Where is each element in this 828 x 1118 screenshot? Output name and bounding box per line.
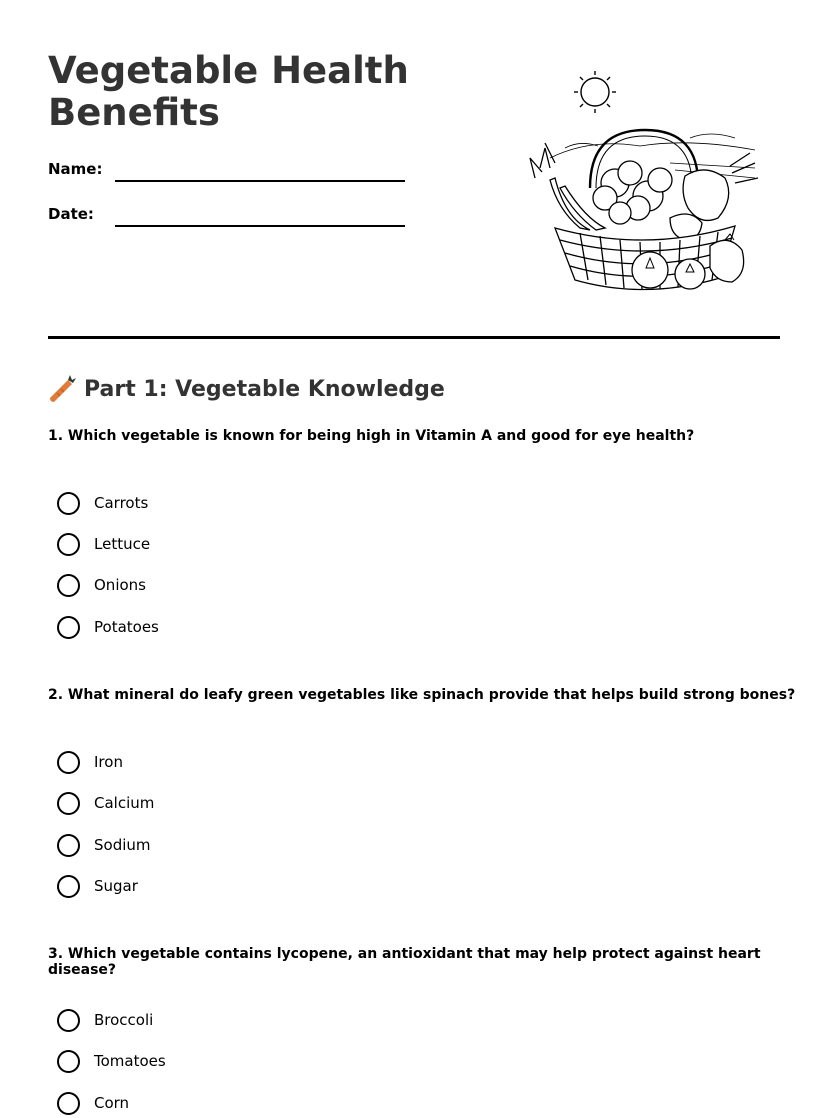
date-label: Date:: [48, 205, 94, 223]
name-label: Name:: [48, 160, 103, 178]
radio-button[interactable]: [57, 574, 80, 597]
answer-option-broccoli[interactable]: [57, 1008, 153, 1032]
option-label: Sodium: [94, 836, 151, 854]
answer-option-carrots[interactable]: [57, 491, 148, 515]
radio-button[interactable]: [57, 1092, 80, 1115]
radio-button[interactable]: [57, 751, 80, 774]
option-label: Calcium: [94, 794, 155, 812]
option-label: Broccoli: [94, 1011, 154, 1029]
answer-option-potatoes[interactable]: [57, 615, 159, 639]
option-label: Carrots: [94, 494, 149, 512]
radio-button[interactable]: [57, 834, 80, 857]
radio-button[interactable]: [57, 792, 80, 815]
radio-button[interactable]: [57, 1009, 80, 1032]
question-3: 3. Which vegetable contains lycopene, an antioxidant that may help protect against heart disease?: [48, 946, 761, 978]
option-label: Corn: [94, 1094, 130, 1112]
section-divider: [48, 336, 780, 339]
option-label: Potatoes: [94, 618, 159, 636]
name-field[interactable]: [115, 180, 405, 182]
section-heading-part-1: [48, 374, 445, 404]
radio-button[interactable]: [57, 533, 80, 556]
carrot-icon: [48, 374, 76, 404]
radio-button[interactable]: [57, 492, 80, 515]
option-label: Sugar: [94, 877, 138, 895]
answer-option-corn[interactable]: [57, 1091, 129, 1115]
option-label: Onions: [94, 576, 146, 594]
answer-option-onions[interactable]: [57, 573, 146, 597]
answer-option-lettuce[interactable]: [57, 532, 150, 556]
option-label: Lettuce: [94, 535, 151, 553]
answer-option-calcium[interactable]: [57, 791, 154, 815]
radio-button[interactable]: [57, 875, 80, 898]
answer-option-sugar[interactable]: [57, 874, 138, 898]
question-2: 2. What mineral do leafy green vegetables like spinach provide that helps build strong bones?: [48, 687, 796, 703]
page-title: Vegetable Health Benefits: [48, 49, 409, 134]
radio-button[interactable]: [57, 616, 80, 639]
answer-option-iron[interactable]: [57, 750, 123, 774]
question-1: 1. Which vegetable is known for being high in Vitamin A and good for eye health?: [48, 428, 695, 444]
vegetable-basket-illustration: [520, 68, 765, 300]
option-label: Iron: [94, 753, 123, 771]
answer-option-tomatoes[interactable]: [57, 1049, 166, 1073]
sun-icon: [574, 71, 616, 113]
section-heading-label: Part 1: Vegetable Knowledge: [84, 376, 445, 402]
option-label: Tomatoes: [94, 1052, 166, 1070]
radio-button[interactable]: [57, 1050, 80, 1073]
date-field[interactable]: [115, 225, 405, 227]
answer-option-sodium[interactable]: [57, 833, 151, 857]
